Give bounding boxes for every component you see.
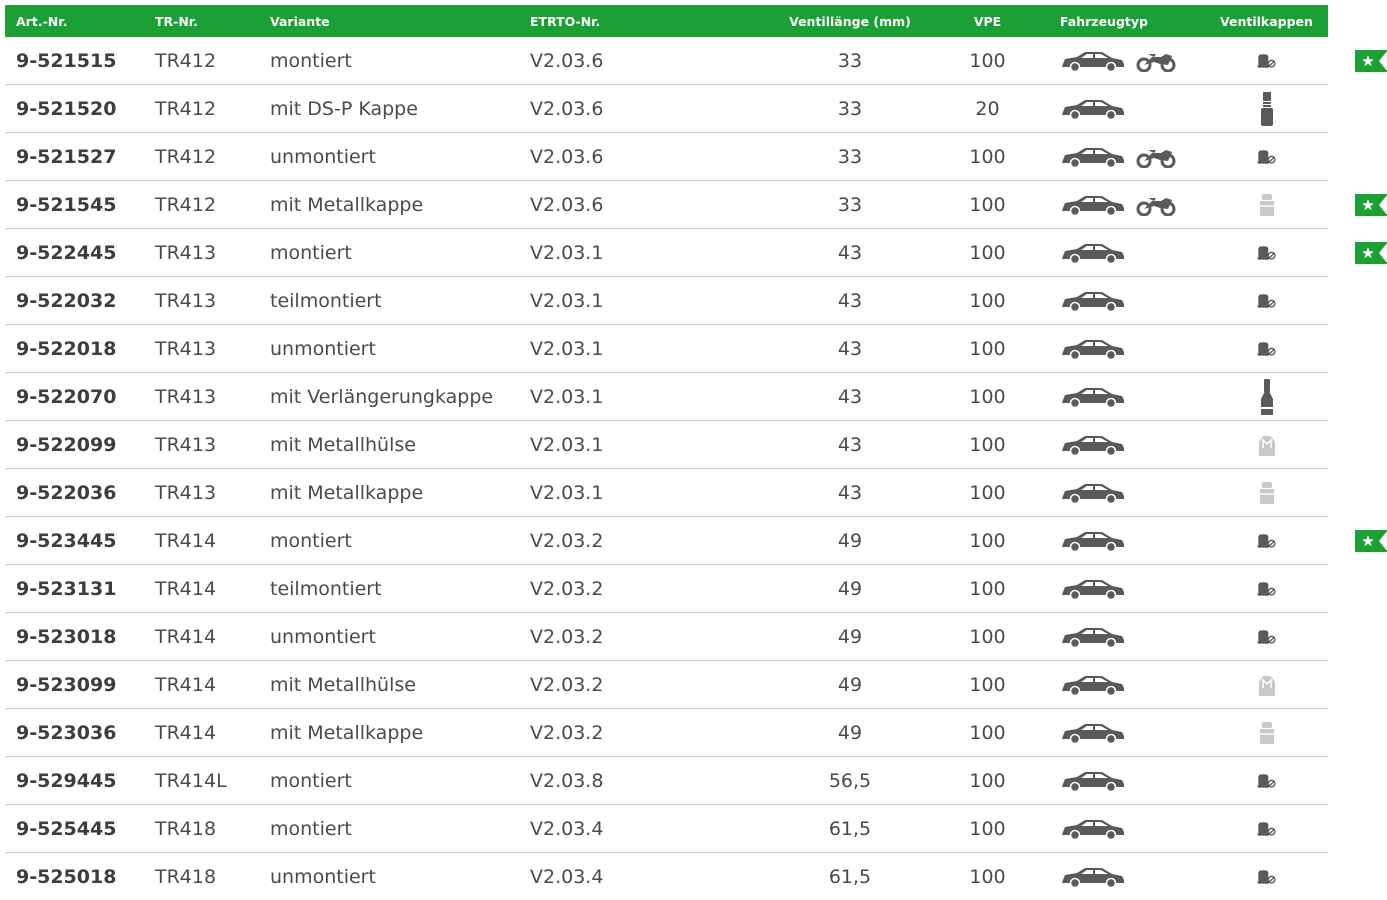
tr-nr: TR413: [155, 481, 217, 504]
art-nr: 9-523018: [16, 625, 117, 648]
vpe: 100: [969, 769, 1006, 792]
ventillaenge: 61,5: [828, 865, 872, 888]
variante: mit Metallkappe: [270, 481, 424, 504]
car-icon: [1060, 194, 1126, 216]
header-vpe: VPE: [973, 13, 1002, 29]
car-icon: [1060, 770, 1126, 792]
ventillaenge: 49: [837, 577, 863, 600]
etrto-nr: V2.03.1: [530, 337, 604, 360]
etrto-nr: V2.03.1: [530, 481, 604, 504]
variante: mit Metallhülse: [270, 673, 416, 696]
tr-nr: TR418: [155, 865, 217, 888]
fahrzeugtyp-icons: [1060, 290, 1126, 312]
valve-table: [5, 5, 1328, 900]
car-icon: [1060, 98, 1126, 120]
variante: unmontiert: [270, 145, 376, 168]
car-icon: [1060, 338, 1126, 360]
car-icon: [1060, 674, 1126, 696]
variante: montiert: [270, 529, 352, 552]
table-row: [5, 469, 1328, 517]
tr-nr: TR412: [155, 97, 217, 120]
art-nr: 9-529445: [16, 769, 117, 792]
table-row: [5, 805, 1328, 853]
variante: montiert: [270, 769, 352, 792]
table-row: [5, 421, 1328, 469]
fahrzeugtyp-icons: [1060, 194, 1176, 216]
etrto-nr: V2.03.6: [530, 97, 604, 120]
fahrzeugtyp-icons: [1060, 338, 1126, 360]
variante: teilmontiert: [270, 289, 382, 312]
variante: mit Metallhülse: [270, 433, 416, 456]
car-icon: [1060, 434, 1126, 456]
car-icon: [1060, 530, 1126, 552]
vpe: 100: [969, 721, 1006, 744]
fahrzeugtyp-icons: [1060, 146, 1176, 168]
table-body: [5, 37, 1328, 900]
metal-cap-icon: [1257, 481, 1277, 505]
ventillaenge: 49: [837, 625, 863, 648]
ventillaenge: 33: [837, 97, 863, 120]
variante: montiert: [270, 817, 352, 840]
car-icon: [1060, 146, 1126, 168]
variante: mit Verlängerungkappe: [270, 385, 494, 408]
plastic-cap-icon: [1257, 145, 1277, 169]
table-row: [5, 613, 1328, 661]
ds-p-cap-icon: [1257, 97, 1277, 121]
vpe: 100: [969, 49, 1006, 72]
ventillaenge: 49: [837, 673, 863, 696]
etrto-nr: V2.03.2: [530, 673, 604, 696]
tr-nr: TR414: [155, 625, 217, 648]
plastic-cap-icon: [1257, 289, 1277, 313]
ventillaenge: 43: [837, 289, 863, 312]
etrto-nr: V2.03.2: [530, 625, 604, 648]
ventillaenge: 33: [837, 193, 863, 216]
metal-sleeve-icon: [1257, 673, 1277, 697]
header-ventilkappen: Ventilkappen: [1220, 13, 1313, 29]
tr-nr: TR414: [155, 529, 217, 552]
etrto-nr: V2.03.1: [530, 289, 604, 312]
fahrzeugtyp-icons: [1060, 50, 1176, 72]
art-nr: 9-522036: [16, 481, 117, 504]
metal-sleeve-icon: [1257, 433, 1277, 457]
fahrzeugtyp-icons: [1060, 530, 1126, 552]
plastic-cap-icon: [1257, 337, 1277, 361]
art-nr: 9-522099: [16, 433, 117, 456]
car-icon: [1060, 866, 1126, 888]
art-nr: 9-525018: [16, 865, 117, 888]
car-icon: [1060, 386, 1126, 408]
table-row: [5, 517, 1328, 565]
extension-cap-icon: [1257, 385, 1277, 409]
car-icon: [1060, 50, 1126, 72]
ventillaenge: 49: [837, 721, 863, 744]
variante: montiert: [270, 49, 352, 72]
plastic-cap-icon: [1257, 817, 1277, 841]
plastic-cap-icon: [1257, 577, 1277, 601]
ventillaenge: 49: [837, 529, 863, 552]
ventillaenge: 33: [837, 145, 863, 168]
car-icon: [1060, 290, 1126, 312]
table-row: [5, 37, 1328, 85]
car-icon: [1060, 482, 1126, 504]
tr-nr: TR414: [155, 673, 217, 696]
variante: mit Metallkappe: [270, 193, 424, 216]
vpe: 100: [969, 433, 1006, 456]
tr-nr: TR412: [155, 145, 217, 168]
ventillaenge: 33: [837, 49, 863, 72]
etrto-nr: V2.03.2: [530, 577, 604, 600]
car-icon: [1060, 578, 1126, 600]
ventillaenge: 61,5: [828, 817, 872, 840]
table-row: [5, 661, 1328, 709]
etrto-nr: V2.03.4: [530, 865, 604, 888]
car-icon: [1060, 722, 1126, 744]
etrto-nr: V2.03.4: [530, 817, 604, 840]
fahrzeugtyp-icons: [1060, 722, 1126, 744]
art-nr: 9-522070: [16, 385, 117, 408]
vpe: 100: [969, 817, 1006, 840]
table-row: [5, 325, 1328, 373]
art-nr: 9-523036: [16, 721, 117, 744]
vpe: 100: [969, 529, 1006, 552]
star-flag-icon: [1355, 242, 1387, 264]
vpe: 100: [969, 193, 1006, 216]
fahrzeugtyp-icons: [1060, 818, 1126, 840]
fahrzeugtyp-icons: [1060, 242, 1126, 264]
vpe: 20: [975, 97, 1000, 120]
art-nr: 9-521515: [16, 49, 117, 72]
art-nr: 9-521520: [16, 97, 117, 120]
tr-nr: TR413: [155, 433, 217, 456]
art-nr: 9-523099: [16, 673, 117, 696]
vpe: 100: [969, 577, 1006, 600]
table-header: [5, 5, 1328, 37]
table-row: [5, 709, 1328, 757]
etrto-nr: V2.03.2: [530, 721, 604, 744]
plastic-cap-icon: [1257, 625, 1277, 649]
metal-cap-icon: [1257, 721, 1277, 745]
fahrzeugtyp-icons: [1060, 434, 1126, 456]
variante: unmontiert: [270, 865, 376, 888]
table-row: [5, 181, 1328, 229]
fahrzeugtyp-icons: [1060, 98, 1126, 120]
header-tr-nr: TR-Nr.: [155, 13, 198, 29]
art-nr: 9-523131: [16, 577, 117, 600]
etrto-nr: V2.03.6: [530, 49, 604, 72]
fahrzeugtyp-icons: [1060, 386, 1126, 408]
star-flag-icon: [1355, 194, 1387, 216]
plastic-cap-icon: [1257, 865, 1277, 889]
variante: unmontiert: [270, 337, 376, 360]
vpe: 100: [969, 145, 1006, 168]
header-art-nr: Art.-Nr.: [16, 13, 68, 29]
vpe: 100: [969, 385, 1006, 408]
plastic-cap-icon: [1257, 49, 1277, 73]
vpe: 100: [969, 241, 1006, 264]
vpe: 100: [969, 289, 1006, 312]
header-etrto: ETRTO-Nr.: [530, 13, 601, 29]
tr-nr: TR412: [155, 49, 217, 72]
variante: teilmontiert: [270, 577, 382, 600]
tr-nr: TR413: [155, 289, 217, 312]
table-row: [5, 133, 1328, 181]
fahrzeugtyp-icons: [1060, 866, 1126, 888]
tr-nr: TR414: [155, 577, 217, 600]
car-icon: [1060, 242, 1126, 264]
etrto-nr: V2.03.2: [530, 529, 604, 552]
tr-nr: TR412: [155, 193, 217, 216]
etrto-nr: V2.03.1: [530, 241, 604, 264]
table-row: [5, 853, 1328, 900]
fahrzeugtyp-icons: [1060, 770, 1126, 792]
vpe: 100: [969, 865, 1006, 888]
vpe: 100: [969, 673, 1006, 696]
art-nr: 9-523445: [16, 529, 117, 552]
table-row: [5, 277, 1328, 325]
metal-cap-icon: [1257, 193, 1277, 217]
header-ventillaenge: Ventillänge (mm): [789, 13, 911, 29]
plastic-cap-icon: [1257, 241, 1277, 265]
art-nr: 9-521527: [16, 145, 117, 168]
motorcycle-icon: [1136, 194, 1176, 216]
ventillaenge: 43: [837, 433, 863, 456]
fahrzeugtyp-icons: [1060, 626, 1126, 648]
variante: mit DS-P Kappe: [270, 97, 418, 120]
table-row: [5, 229, 1328, 277]
ventillaenge: 43: [837, 385, 863, 408]
vpe: 100: [969, 337, 1006, 360]
variante: mit Metallkappe: [270, 721, 424, 744]
fahrzeugtyp-icons: [1060, 578, 1126, 600]
vpe: 100: [969, 625, 1006, 648]
variante: montiert: [270, 241, 352, 264]
art-nr: 9-525445: [16, 817, 117, 840]
tr-nr: TR413: [155, 241, 217, 264]
header-variante: Variante: [270, 13, 330, 29]
car-icon: [1060, 818, 1126, 840]
table-row: [5, 85, 1328, 133]
table-row: [5, 373, 1328, 421]
table-row: [5, 757, 1328, 805]
etrto-nr: V2.03.1: [530, 385, 604, 408]
tr-nr: TR414L: [155, 769, 227, 792]
header-fahrzeugtyp: Fahrzeugtyp: [1060, 13, 1148, 29]
motorcycle-icon: [1136, 50, 1176, 72]
ventillaenge: 56,5: [828, 769, 872, 792]
art-nr: 9-522032: [16, 289, 117, 312]
tr-nr: TR413: [155, 337, 217, 360]
tr-nr: TR413: [155, 385, 217, 408]
vpe: 100: [969, 481, 1006, 504]
tr-nr: TR414: [155, 721, 217, 744]
art-nr: 9-522018: [16, 337, 117, 360]
tr-nr: TR418: [155, 817, 217, 840]
ventillaenge: 43: [837, 481, 863, 504]
ventillaenge: 43: [837, 337, 863, 360]
plastic-cap-icon: [1257, 769, 1277, 793]
etrto-nr: V2.03.6: [530, 193, 604, 216]
fahrzeugtyp-icons: [1060, 482, 1126, 504]
art-nr: 9-521545: [16, 193, 117, 216]
ventillaenge: 43: [837, 241, 863, 264]
table-row: [5, 565, 1328, 613]
star-flag-icon: [1355, 50, 1387, 72]
etrto-nr: V2.03.1: [530, 433, 604, 456]
fahrzeugtyp-icons: [1060, 674, 1126, 696]
etrto-nr: V2.03.6: [530, 145, 604, 168]
variante: unmontiert: [270, 625, 376, 648]
star-flag-icon: [1355, 530, 1387, 552]
etrto-nr: V2.03.8: [530, 769, 604, 792]
car-icon: [1060, 626, 1126, 648]
plastic-cap-icon: [1257, 529, 1277, 553]
motorcycle-icon: [1136, 146, 1176, 168]
art-nr: 9-522445: [16, 241, 117, 264]
